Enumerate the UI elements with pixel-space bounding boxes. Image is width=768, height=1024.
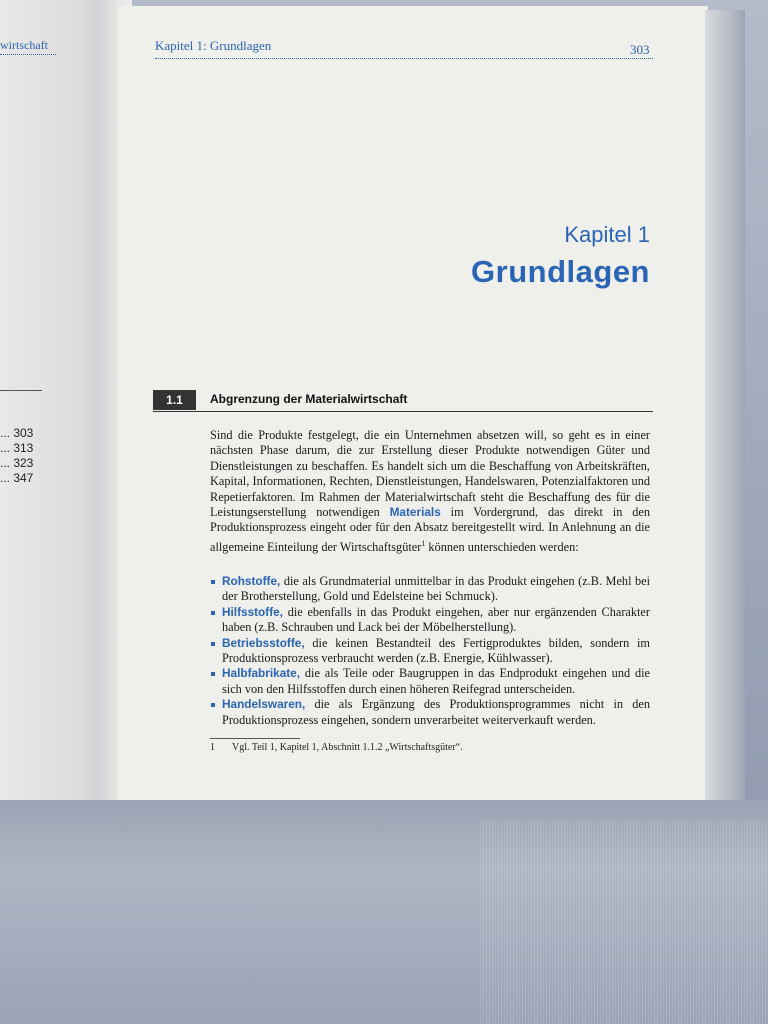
body-text-part: können unterschieden werden:	[425, 539, 579, 554]
list-item	[210, 697, 650, 728]
bullet-text: die keinen Bestandteil des Fertigproduktes bilden, sondern im Produktionsprozess verbraucht werden (z.B. Energie, Kühlwasser).	[222, 635, 650, 666]
page-number: 303	[630, 42, 650, 57]
list-item	[210, 636, 650, 667]
header-rule	[155, 58, 653, 59]
body-text-part: im Vordergrund, das direkt in den Produktionsprozess eingeht oder für den Absatz bereitgestellt wird. In Anlehnung an die allgemeine Einteilung der Wirtschaftsgüter	[210, 505, 650, 554]
keyword-materials: Materials	[389, 505, 441, 520]
list-item	[210, 574, 650, 605]
toc-entry: ... 347	[0, 471, 34, 485]
footnote-ref: 1	[421, 538, 426, 548]
chapter-title: Grundlagen	[471, 254, 650, 289]
chapter-label: Kapitel 1	[564, 222, 650, 247]
running-head: Kapitel 1: Grundlagen	[155, 38, 272, 53]
scanner-shadow	[0, 800, 768, 1024]
bullet-text: die ebenfalls in das Produkt eingehen, aber nur ergänzenden Charakter haben (z.B. Schrauben und Lack bei der Möbelherstellung).	[222, 604, 650, 635]
bullet-keyword: Handelswaren,	[222, 697, 306, 712]
bullet-text: die als Grundmaterial unmittelbar in das Produkt eingehen (z.B. Mehl bei der Brotherstellung, Gold und Edelsteine bei Schmuck).	[222, 574, 650, 604]
bullet-keyword: Betriebsstoffe,	[222, 635, 305, 650]
toc-entry: ... 313	[0, 441, 34, 455]
footnote-text: Vgl. Teil 1, Kapitel 1, Abschnitt 1.1.2 „Wirtschaftsgüter“.	[232, 742, 463, 753]
bullet-text: die als Teile oder Baugruppen in das Endprodukt eingehen und die sich von den Hilfsstoffen durch einen höheren Reifegrad unterscheiden.	[222, 666, 650, 696]
footnote-rule	[210, 738, 300, 739]
section-number: 1.1	[153, 390, 196, 410]
footnote-number: 1	[210, 742, 215, 753]
body-paragraph	[210, 428, 650, 555]
bullet-keyword: Hilfsstoffe,	[222, 604, 283, 619]
list-item	[210, 666, 650, 697]
bullet-text: die als Ergänzung des Produktionsprogrammes nicht in den Produktionsprozess eingehen, sondern unverarbeitet weiterverkauft werden.	[222, 697, 650, 727]
bullet-icon	[211, 672, 215, 676]
left-toc-rule	[0, 390, 42, 391]
bullet-icon	[211, 611, 215, 615]
footnote	[210, 742, 463, 753]
page-edge	[705, 10, 745, 825]
toc-entry: ... 303	[0, 426, 34, 440]
material-types-list	[210, 574, 650, 728]
left-header-rule	[0, 54, 56, 55]
section-title: Abgrenzung der Materialwirtschaft	[210, 392, 408, 406]
bullet-icon	[211, 580, 215, 584]
bullet-keyword: Halbfabrikate,	[222, 666, 301, 681]
bullet-keyword: Rohstoffe,	[222, 574, 281, 588]
left-running-head: wirtschaft	[0, 38, 48, 52]
list-item	[210, 605, 650, 636]
body-text-part: Sind die Produkte festgelegt, die ein Unternehmen absetzen will, so geht es in einer nächsten Phase darum, die zur Erstellung dieser Produkte notwendigen Güter und Dienstleistungen zu beschaffen. Es handelt sich um die Beschaffung von Arbeitskräften, Kapital, Informationen, Rechten, Dienstleistungen, Handelswaren, Potenzialfaktoren und Repetierfaktoren. Im Rahmen der Materialwirtschaft steht die Beschaffung des für die Leistungserstellung notwendigen	[210, 428, 650, 520]
bullet-icon	[211, 642, 215, 646]
bullet-icon	[211, 703, 215, 707]
left-toc	[0, 426, 33, 486]
toc-entry: ... 323	[0, 456, 34, 470]
